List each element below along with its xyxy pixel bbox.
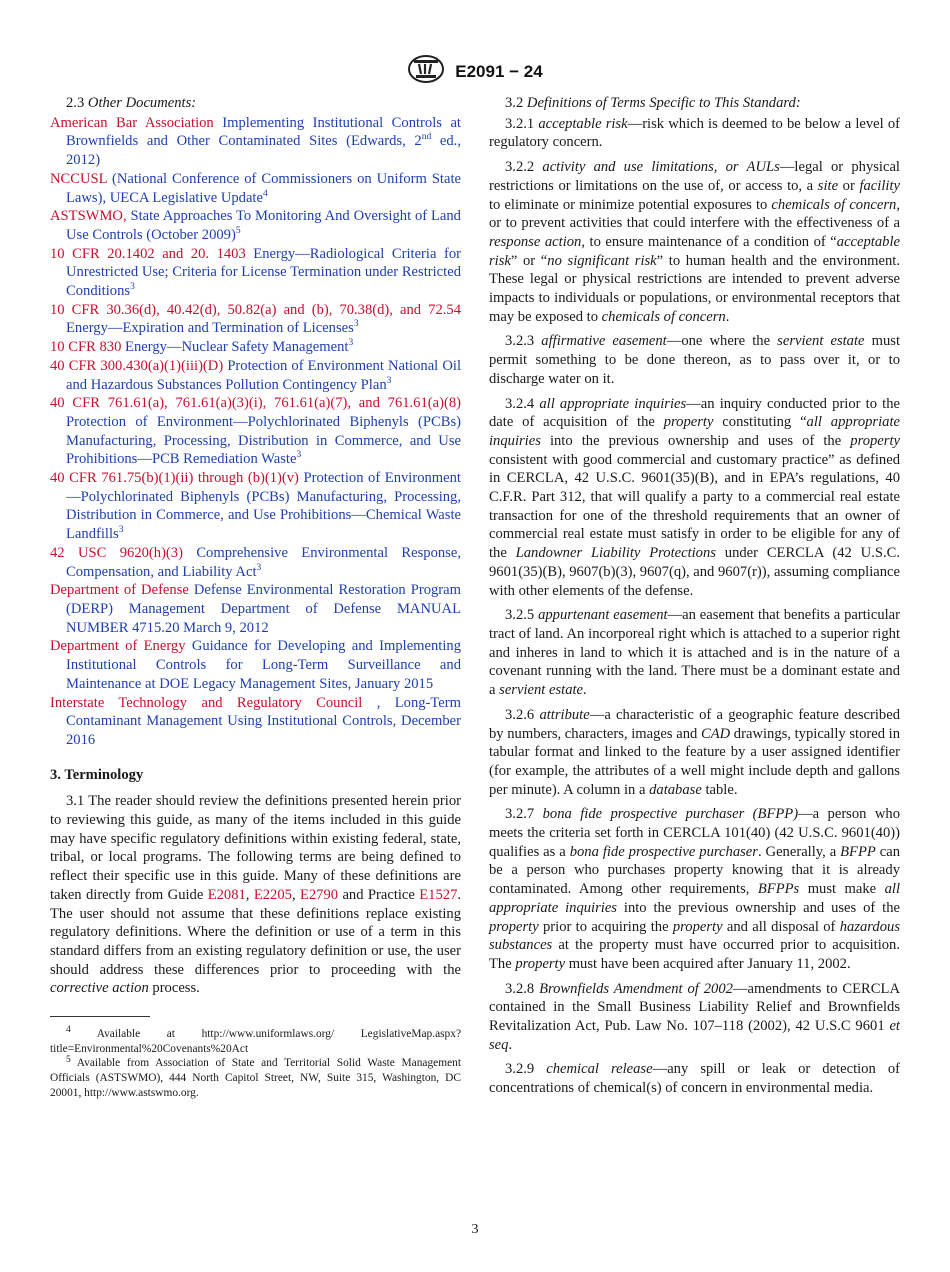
standard-link-e2205[interactable]: E2205: [253, 886, 292, 903]
reference-item: 40 CFR 761.61(a), 761.61(a)(3)(i), 761.61(a)(7), and 761.61(a)(8) Protection of Environment—Polychlorinated Biphenyls (PCBs) Manufacturing, Processing, Distribution in Commerce, and Use Prohibitions—PCB Remediation Waste$^3$: [50, 395, 461, 468]
reference-item: 40 CFR 300.430(a)(1)(iii)(D) Protection of Environment National Oil and Hazardous Substances Pollution Contingency Plan$^3$: [50, 357, 461, 393]
reference-item: Interstate Technology and Regulatory Council , Long-Term Contaminant Management Using Institutional Controls, December 2016: [50, 694, 461, 748]
definition-3-2-4: 3.2.4 all appropriate inquiries—an inquiry conducted prior to the date of acquisition of the property constituting “all appropriate inquiries into the previous ownership and uses of the property consistent with good commercial and customary practice” as defined in CERCLA, 42 U.S.C. 9601(35)(B), and in EPA’s regulations, 40 C.F.R. Part 312, that will qualify a party to a commercial real estate transaction for one of the threshold requirements that an owner of commercial real estate must satisfy in order to be eligible for any of the Landowner Liability Protections under CERCLA (42 U.S.C. 9601(35)(B), 9607(b)(3), 9607(q), and 9607(r)), assuming compliance with other elements of the defense.: [489, 395, 901, 599]
reference-item: 42 USC 9620(h)(3) Comprehensive Environmental Response, Compensation, and Liability Act$^3$: [50, 544, 461, 580]
definition-3-2-5: 3.2.5 appurtenant easement—an easement that benefits a particular tract of land. An incorporeal right which is attached to a superior right and inheres in land to which it is attached and is in the nature of a covenant running with the land. There must be a dominant estate and a servient estate.: [489, 607, 901, 699]
section-2-3-heading: 2.3 Other Documents:: [66, 95, 197, 111]
reference-link[interactable]: Comprehensive Environmental Response, Compensation, and Liability Act: [66, 544, 461, 580]
standard-link-e2790[interactable]: E2790: [299, 886, 339, 903]
reference-item: ASTSWMO, State Approaches To Monitoring And Oversight of Land Use Controls (October 2009)$^5$: [50, 208, 461, 243]
section-3-2-heading: 3.2 Definitions of Terms Specific to This Standard:: [505, 95, 801, 111]
definition-3-2-2: 3.2.2 activity and use limitations, or AULs—legal or physical restrictions or limitations on the use of, or access to, a site or facility to eliminate or minimize potential exposures to chemicals of concern, or to prevent activities that could interfere with the effectiveness of a response action, to ensure maintenance of a condition of “acceptable risk” or “no significant risk” to human health and the environment. These legal or physical restrictions are intended to prevent adverse impacts to individuals or populations, or environmental receptors that may be exposed to chemicals of concern.: [489, 159, 900, 325]
reference-link[interactable]: Energy—Expiration and Termination of Licenses: [66, 320, 354, 337]
left-column: [50, 94, 461, 1101]
reference-item: 10 CFR 30.36(d), 40.42(d), 50.82(a) and (b), 70.38(d), and 72.54 Energy—Expiration and Termination of Licenses$^3$: [50, 301, 461, 337]
reference-item: 10 CFR 20.1402 and 20. 1403 Energy—Radiological Criteria for Unrestricted Use; Criteria for License Termination under Restricted Conditions$^3$: [50, 245, 461, 300]
reference-link[interactable]: Protection of Environment National Oil and Hazardous Substances Pollution Contingency Plan: [66, 357, 461, 393]
reference-link[interactable]: Protection of Environment—Polychlorinated Biphenyls (PCBs) Manufacturing, Processing, Distribution in Commerce, and Use Prohibitions—Chemical Waste Landfills: [66, 470, 461, 543]
section-3-heading: 3. Terminology: [50, 766, 144, 783]
reference-link[interactable]: (National Conference of Commissioners on Uniform State Laws), UECA Legislative Update: [66, 170, 461, 206]
reference-item: Department of Energy Guidance for Developing and Implementing Institutional Controls for Long-Term Surveillance and Maintenance at DOE Legacy Management Sites, January 2015: [50, 638, 462, 692]
reference-link[interactable]: Guidance for Developing and Implementing Institutional Controls for Long-Term Surveillance and Maintenance at DOE Legacy Management Sites, January 2015: [66, 638, 462, 692]
definition-3-2-7: 3.2.7 bona fide prospective purchaser (BFPP)—a person who meets the criteria set forth in CERCLA 101(40) (42 U.S.C. 9601(40)) qualifies as a bona fide prospective purchaser. Generally, a BFPP can be a person who purchases property knowing that it is already contaminated. Among other requirements, BFPPs must make all appropriate inquiries into the previous ownership and uses of the property prior to acquiring the property and all disposal of hazardous substances at the property must have occurred prior to acquisition. The property must have been acquired after January 11, 2002.: [489, 806, 900, 972]
reference-link[interactable]: Protection of Environment—Polychlorinated Biphenyls (PCBs) Manufacturing, Processing, Distribution in Commerce, and Use Prohibitions—PCB Remediation Waste: [66, 413, 461, 468]
astm-logo: [407, 54, 445, 89]
definition-3-2-3: 3.2.3 affirmative easement—one where the servient estate must permit something to be done thereon, as to pass over it, or to discharge water on it.: [489, 333, 900, 387]
standard-designation: E2091 − 24: [455, 61, 543, 81]
reference-item: 10 CFR 830 Energy—Nuclear Safety Management$^3$: [50, 338, 354, 356]
reference-item: NCCUSL (National Conference of Commissioners on Uniform State Laws), UECA Legislative Update$^4$: [50, 170, 461, 206]
definition-3-2-8: 3.2.8 Brownfields Amendment of 2002—amendments to CERCLA contained in the Small Business Liability Relief and Brownfields Revitalization Act, Pub. Law No. 107–118 (2002), 42 U.S.C 9601 et seq.: [489, 980, 900, 1053]
page-header: [0, 54, 950, 89]
definition-3-2-1: 3.2.1 acceptable risk—risk which is deemed to be below a level of regulatory concern.: [489, 115, 900, 151]
reference-link[interactable]: Energy—Radiological Criteria for Unrestricted Use; Criteria for License Termination under Restricted Conditions: [66, 245, 461, 300]
standard-link-e2081[interactable]: E2081: [207, 886, 246, 903]
reference-link[interactable]: Energy—Nuclear Safety Management: [125, 339, 349, 356]
reference-link[interactable]: Implementing Institutional Controls at Brownfields and Other Contaminated Sites (Edwards, 2nd ed., 2012): [66, 114, 461, 169]
reference-link[interactable]: State Approaches To Monitoring And Oversight of Land Use Controls (October 2009): [66, 208, 461, 243]
reference-link[interactable]: Defense Environmental Restoration Program (DERP) Management Department of Defense MANUAL NUMBER 4715.20 March 9, 2012: [66, 582, 461, 636]
footnote-5: $^5$ Available from Association of State and Territorial Solid Waste Management Officials (ASTSWMO), 444 North Capitol Street, NW, Suite 315, Washington, DC 20001, http://www.astswmo.org.: [50, 1054, 461, 1099]
reference-item: American Bar Association Implementing Institutional Controls at Brownfields and Other Contaminated Sites (Edwards, 2nd ed., 2012): [50, 114, 461, 169]
definition-3-2-6: 3.2.6 attribute—a characteristic of a geographic feature described by numbers, characters, images and CAD drawings, typically stored in tabular format and linked to the feature by a user assigned identifier (for example, the attributes of a well might include depth and gallons per minute). A column in a database table.: [489, 706, 901, 798]
reference-item: 40 CFR 761.75(b)(1)(ii) through (b)(1)(v) Protection of Environment—Polychlorinated Biphenyls (PCBs) Manufacturing, Processing, Distribution in Commerce, and Use Prohibitions—Chemical Waste Landfills$^3$: [50, 470, 461, 543]
terminology-paragraph: 3.1 The reader should review the definitions presented herein prior to reviewing this guide, as many of the items included in this guide may have specific regulatory definitions within existing federal, state, tribal, or local programs. The following terms are being defined to reflect their specific use in this guide. Many of these definitions are taken directly from Guide E2081, E2205, E2790 and Practice E1527. The user should not assume that these definitions replace existing regulatory definitions. Where the definition or use of a term in this standard differs from an existing regulatory definition or use, the user should address these differences prior to proceeding with the corrective action process.: [50, 793, 462, 997]
footnote-divider: [50, 1016, 150, 1017]
standard-link-e1527[interactable]: E1527: [419, 886, 458, 903]
right-column: [489, 94, 900, 1098]
definition-3-2-9: 3.2.9 chemical release—any spill or leak or detection of concentrations of chemical(s) of concern in environmental media.: [489, 1061, 900, 1097]
page-number: 3: [471, 1222, 479, 1237]
reference-link[interactable]: , Long-Term Contaminant Management Using Institutional Controls, December 2016: [66, 694, 461, 748]
footnote-4: $^4$ Available at http://www.uniformlaws.org/ LegislativeMap.aspx?title=Environmental%20Covenants%20Act: [50, 1025, 461, 1055]
reference-item: Department of Defense Defense Environmental Restoration Program (DERP) Management Department of Defense MANUAL NUMBER 4715.20 March 9, 2012: [50, 582, 461, 636]
